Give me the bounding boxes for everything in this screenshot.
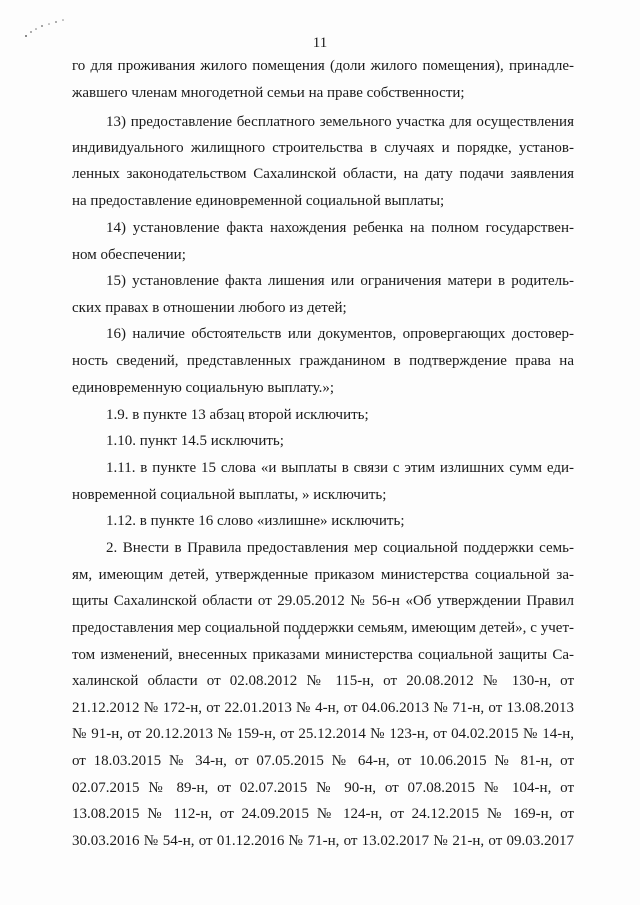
text-line: 16) наличие обстоятельств или документов, опровергающих достовер- — [106, 326, 574, 342]
text-line: ном обеспечении; — [72, 247, 186, 263]
text-line: индивидуального жилищного строительства в случаях и порядке, установ- — [72, 140, 574, 156]
text-line: предоставления мер социальной поддержки семьям, имеющим детей», с учет- — [72, 620, 574, 636]
text-line: 1.11. в пункте 15 слова «и выплаты в связи с этим излишних сумм еди- — [106, 460, 574, 476]
text-line: го для проживания жилого помещения (доли жилого помещения), принадле- — [72, 58, 574, 74]
text-line: 14) установление факта нахождения ребенка на полном государствен- — [106, 220, 574, 236]
text-line: 15) установление факта лишения или ограничения матери в родитель- — [106, 273, 574, 289]
text-line: от 18.03.2015 № 34-н, от 07.05.2015 № 64-н, от 10.06.2015 № 81-н, от — [72, 753, 574, 769]
text-line: 13) предоставление бесплатного земельного участка для осуществления — [106, 114, 574, 130]
text-line: 1.12. в пункте 16 слово «излишне» исключить; — [106, 513, 405, 529]
text-line: ских правах в отношении любого из детей; — [72, 300, 347, 316]
text-line: 13.08.2015 № 112-н, от 24.09.2015 № 124-н, от 24.12.2015 № 169-н, от — [72, 806, 574, 822]
text-line: 2. Внести в Правила предоставления мер социальной поддержки семь- — [106, 540, 574, 556]
text-line: ленных законодательством Сахалинской области, на дату подачи заявления — [72, 166, 574, 182]
text-line: 30.03.2016 № 54-н, от 01.12.2016 № 71-н, от 13.02.2017 № 21-н, от 09.03.2017 — [72, 833, 574, 849]
text-line: 02.07.2015 № 89-н, от 02.07.2015 № 90-н, от 07.08.2015 № 104-н, от — [72, 780, 574, 796]
text-line: 1.10. пункт 14.5 исключить; — [106, 433, 284, 449]
text-line: щиты Сахалинской области от 29.05.2012 № 56-н «Об утверждении Правил — [72, 593, 574, 609]
text-line: ность сведений, представленных гражданином в подтверждение права на — [72, 353, 574, 369]
text-line: ям, имеющим детей, утвержденные приказом министерства социальной за- — [72, 567, 574, 583]
text-line: единовременную социальную выплату.»; — [72, 380, 335, 396]
text-line: халинской области от 02.08.2012 № 115-н, от 20.08.2012 № 130-н, от — [72, 673, 574, 689]
scan-artifact-dot — [296, 630, 304, 640]
text-line: новременной социальной выплаты, » исключить; — [72, 487, 387, 503]
text-line: № 91-н, от 20.12.2013 № 159-н, от 25.12.2014 № 123-н, от 04.02.2015 № 14-н, — [72, 726, 574, 742]
text-line: том изменений, внесенных приказами министерства социальной защиты Са- — [72, 647, 574, 663]
text-line: 21.12.2012 № 172-н, от 22.01.2013 № 4-н, от 04.06.2013 № 71-н, от 13.08.2013 — [72, 700, 574, 716]
page-number: 11 — [312, 35, 328, 51]
text-line: на предоставление единовременной социальной выплаты; — [72, 193, 445, 209]
text-line: жавшего членам многодетной семьи на праве собственности; — [72, 85, 465, 101]
text-line: 1.9. в пункте 13 абзац второй исключить; — [106, 407, 369, 423]
